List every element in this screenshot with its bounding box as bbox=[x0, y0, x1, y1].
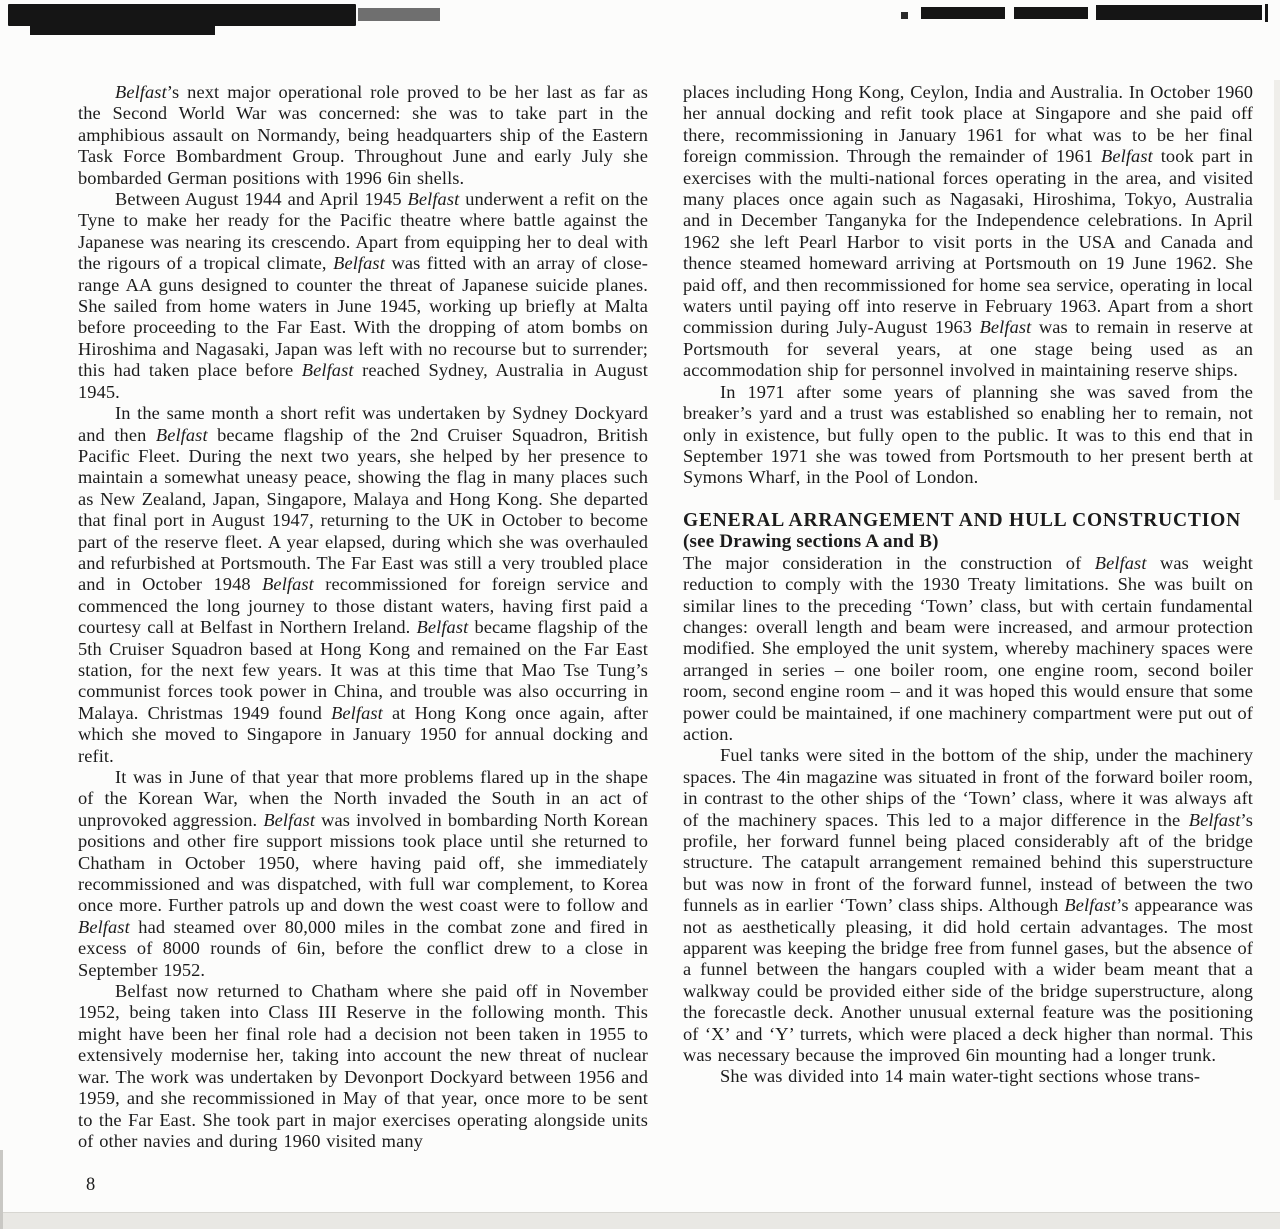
section-heading: GENERAL ARRANGEMENT AND HULL CONSTRUCTION bbox=[683, 509, 1241, 531]
paragraph: In 1971 after some years of planning she was saved from the breaker’s yard and a trust was established so enabling her to remain, not only in existence, but fully open to the public. It was to this end that in September 1971 she was towed from Portsmouth to her present berth at Symons Wharf, in the Pool of London. bbox=[683, 381, 1253, 488]
scan-artifact-top-left bbox=[8, 4, 356, 26]
paragraph: Between August 1944 and April 1945 Belfast underwent a refit on the Tyne to make her ready for the Pacific theatre where battle against the Japanese was nearing its crescendo. Apart from equipping her to deal with the rigours of a tropical climate, Belfast was fitted with an array of close-range AA guns designed to counter the threat of Japanese suicide planes. She sailed from home waters in June 1945, working up briefly at Malta before proceeding to the Far East. With the dropping of atom bombs on Hiroshima and Nagasaki, Japan was left with no recourse but to surrender; this had taken place before Belfast reached Sydney, Australia in August 1945. bbox=[78, 189, 648, 402]
scan-edge-left bbox=[0, 1150, 3, 1229]
paragraph: She was divided into 14 main water-tight sections whose trans- bbox=[720, 1066, 1201, 1087]
scan-edge-right bbox=[1274, 80, 1280, 500]
two-column-text bbox=[78, 82, 1253, 1152]
paragraph: It was in June of that year that more problems flared up in the shape of the Korean War, when the North invaded the South in an act of unprovoked aggression. Belfast was involved in bombarding North Korean positions and other fire support missions took place until she returned to Chatham in October 1950, where having paid off, she immediately recommissioned and was dispatched, with full war complement, to Korea once more. Further patrols up and down the west coast were to follow and Belfast had steamed over 80,000 miles in the combat zone and fired in excess of 8000 rounds of 6in, before the conflict drew to a close in September 1952. bbox=[78, 767, 648, 980]
page-number: 8 bbox=[86, 1175, 96, 1195]
section-heading-block bbox=[683, 510, 1253, 553]
scan-artifact-top-right-1 bbox=[921, 7, 1005, 19]
paragraph: In the same month a short refit was undertaken by Sydney Dockyard and then Belfast became flagship of the 2nd Cruiser Squadron, British Pacific Fleet. During the next two years, she helped by her presence to maintain a somewhat uneasy peace, showing the flag in many places such as New Zealand, Japan, Singapore, Malaya and Hong Kong. She departed that final port in August 1947, returning to the UK in October to become part of the reserve fleet. A year elapsed, during which she was overhauled and refurbished at Portsmouth. The Far East was still a very troubled place and in October 1948 Belfast recommissioned for foreign service and commenced the long journey to those distant waters, having first paid a courtesy call at Belfast in Northern Ireland. Belfast became flagship of the 5th Cruiser Squadron based at Hong Kong and remained on the Far East station, for the next few years. It was at this time that Mao Tse Tung’s communist forces took power in China, and trouble was also occurring in Malaya. Christmas 1949 found Belfast at Hong Kong once again, after which she moved to Singapore in January 1950 for annual docking and refit. bbox=[78, 403, 649, 766]
left-column bbox=[78, 82, 648, 1152]
right-column-bottom bbox=[683, 553, 1253, 1088]
right-column-top bbox=[683, 82, 1253, 489]
scan-edge-bottom bbox=[0, 1212, 1280, 1229]
paragraph: Belfast now returned to Chatham where she paid off in November 1952, being taken into Class III Reserve in the following month. This might have been her final role had a decision not been taken in 1955 to extensively modernise her, taking into account the new threat of nuclear war. The work was undertaken by Devonport Dockyard between 1956 and 1959, and she recommissioned in May of that year, once more to be sent to the Far East. She took part in major exercises operating alongside units of other navies and during 1960 visited many bbox=[78, 981, 648, 1151]
scan-artifact-top-right-2 bbox=[1014, 7, 1088, 19]
scan-artifact-top-left-2 bbox=[30, 26, 215, 35]
paragraph: places including Hong Kong, Ceylon, India and Australia. In October 1960 her annual docking and refit took place at Singapore and she paid off there, recommissioning in January 1961 for what was to be her final foreign commission. Through the remainder of 1961 Belfast took part in exercises with the multi-national forces operating in the area, and visited many places once again such as Nagasaki, Hiroshima, Tokyo, Australia and in December Tanganyka for the Independence celebrations. In April 1962 she left Pearl Harbor to visit ports in the USA and Canada and thence steamed homeward arriving at Portsmouth on 19 June 1962. She paid off, and then recommissioned for home sea service, operating in local waters until paying off into reserve in February 1963. Apart from a short commission during July-August 1963 Belfast was to remain in reserve at Portsmouth for several years, at one stage being used as an accommodation ship for personnel involved in maintaining reserve ships. bbox=[683, 82, 1254, 381]
paragraph: The major consideration in the construction of Belfast was weight reduction to comply with the 1930 Treaty limitations. She was built on similar lines to the preceding ‘Town’ class, but with certain fundamental changes: overall length and beam were increased, and armour protection modified. She employed the unit system, whereby machinery spaces were arranged in series – one boiler room, one engine room, second boiler room, second engine room – and it was hoped this would ensure that some power could be maintained, if one machinery compartment were put out of action. bbox=[683, 552, 1253, 744]
paragraph: Fuel tanks were sited in the bottom of the ship, under the machinery spaces. The 4in magazine was situated in front of the forward boiler room, in contrast to the other ships of the ‘Town’ class, where it was always aft of the machinery spaces. This led to a major difference in the Belfast’s profile, her forward funnel being placed considerably aft of the bridge structure. The catapult arrangement remained behind this superstructure but was now in front of the forward funnel, instead of between the two funnels as in earlier ‘Town’ class ships. Although Belfast’s appearance was not as aesthetically pleasing, it did hold certain advantages. The most apparent was keeping the bridge free from funnel gases, but the absence of a funnel between the hangars coupled with a wider beam meant that a walkway could be provided either side of the bridge superstructure, along the forecastle deck. Another unusual external feature was the positioning of ‘X’ and ‘Y’ turrets, which were placed a deck higher than normal. This was necessary because the improved 6in mounting had a longer trunk. bbox=[683, 745, 1253, 1066]
right-column bbox=[683, 82, 1253, 1152]
paragraph: Belfast’s next major operational role proved to be her last as far as the Second World War was concerned: she was to take part in the amphibious assault on Normandy, being headquarters ship of the Eastern Task Force Bombardment Group. Throughout June and early July she bombarded German positions with 1996 6in shells. bbox=[78, 82, 648, 188]
scan-artifact-top-right-dot bbox=[901, 12, 908, 19]
scan-artifact-top-left-3 bbox=[358, 8, 440, 21]
scan-artifact-top-right-tick bbox=[1265, 4, 1268, 22]
section-subheading: (see Drawing sections A and B) bbox=[683, 531, 939, 553]
scan-artifact-top-right-3 bbox=[1096, 5, 1262, 20]
